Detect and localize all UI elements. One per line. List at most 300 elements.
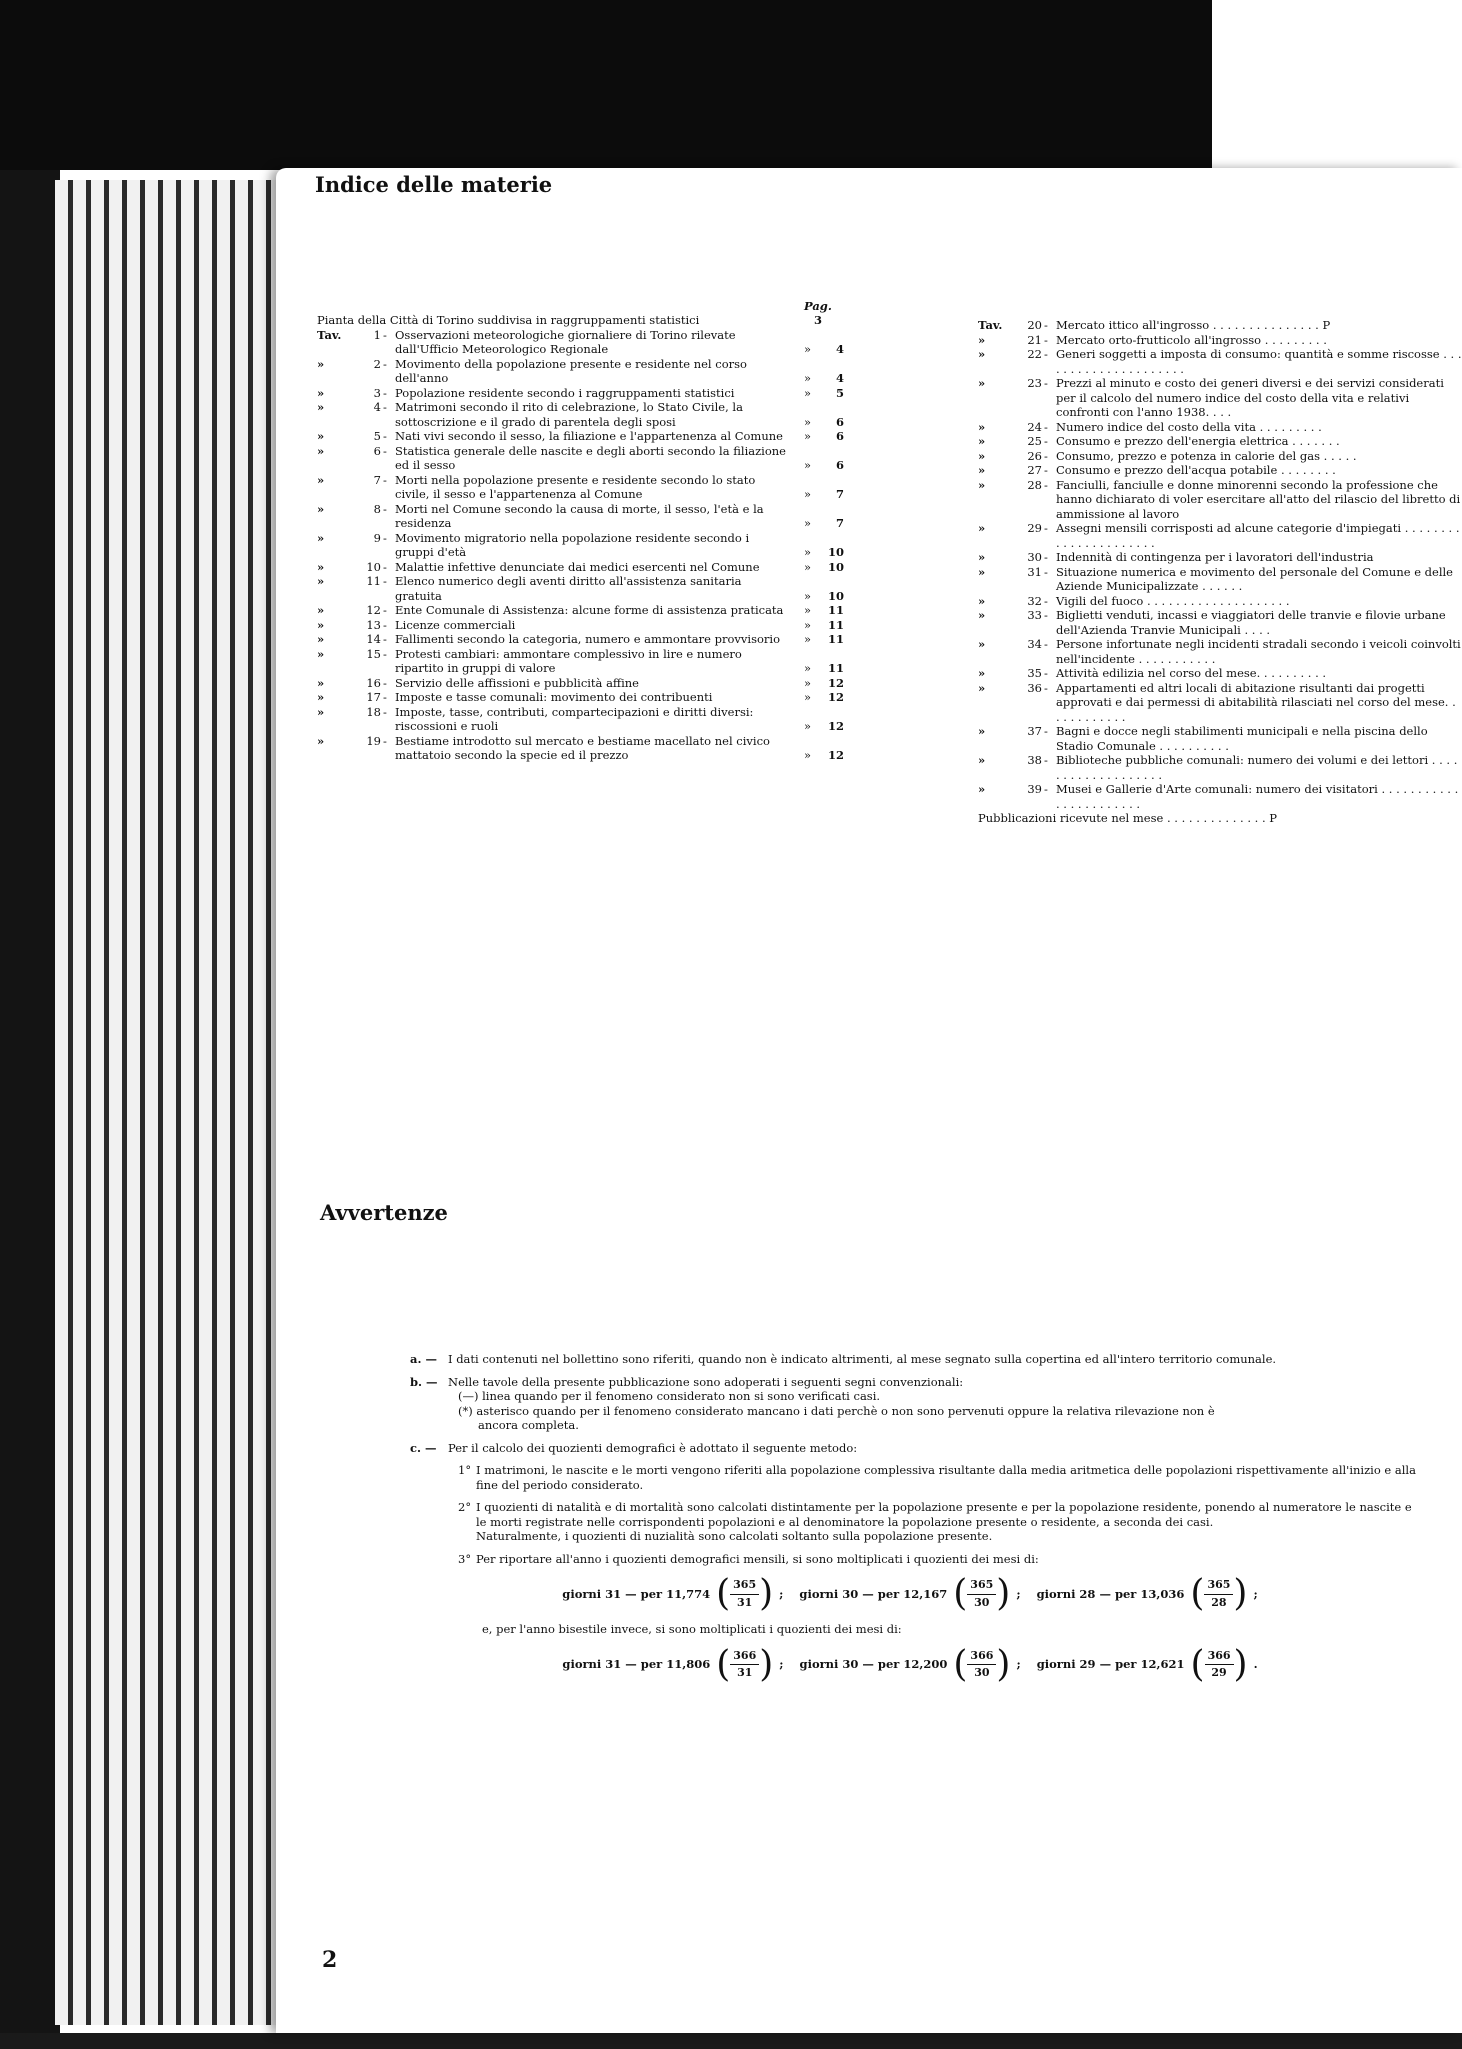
toc-number: 23 xyxy=(1027,376,1042,390)
toc-entry-text: Bestiame introdotto sul mercato e bestiame macellato nel civico mattatoio secondo la specie ed il prezzo xyxy=(395,733,770,762)
fraction-denominator: 28 xyxy=(1211,1595,1227,1609)
toc-page-marker: » xyxy=(804,603,812,617)
toc-intro-page xyxy=(804,299,850,328)
toc-entry[interactable] xyxy=(317,429,850,444)
toc-entry[interactable] xyxy=(317,647,850,676)
toc-number: 34 xyxy=(1027,637,1042,651)
warnings-title: Avvertenze xyxy=(320,1200,448,1225)
paren-left: ( xyxy=(716,1573,731,1614)
toc-number: 21 xyxy=(1027,332,1042,347)
toc-page xyxy=(804,487,850,502)
toc-entry-text: Consumo e prezzo dell'acqua potabile . . . . . . . . xyxy=(1056,463,1336,477)
toc-entry-text: Statistica generale delle nascite e degli aborti secondo la filiazione ed il sesso xyxy=(395,443,786,472)
paren-left: ( xyxy=(953,1643,968,1685)
paren-right: ) xyxy=(759,1573,774,1614)
toc-page-marker: » xyxy=(804,429,812,443)
toc-tag: » xyxy=(317,530,325,545)
toc-tag: » xyxy=(978,608,986,622)
toc-page-marker: » xyxy=(804,342,812,356)
toc-page xyxy=(804,589,850,604)
toc-page xyxy=(804,719,850,734)
toc-entry[interactable] xyxy=(978,333,1462,348)
formula-separator: ; xyxy=(1016,1586,1021,1601)
toc-page-value: 6 xyxy=(835,458,844,472)
toc-tag: » xyxy=(978,376,986,390)
toc-tag: » xyxy=(317,472,325,487)
toc-entry-text: Protesti cambiari: ammontare complessivo in lire e numero ripartito in gruppi di valore xyxy=(395,646,742,675)
fraction xyxy=(953,1573,1011,1614)
toc-number: 17 xyxy=(366,690,381,704)
toc-entry[interactable] xyxy=(317,676,850,691)
point1-label: 1° xyxy=(458,1463,472,1477)
toc-entry-text: Osservazioni meteorologiche giornaliere di Torino rilevate dall'Ufficio Meteorologico Regionale xyxy=(395,327,736,356)
toc-tag: » xyxy=(317,733,325,748)
formula-label: giorni 31 — per 11,806 xyxy=(562,1657,711,1672)
fraction-numerator: 366 xyxy=(730,1648,759,1666)
toc-entry-text: Fallimenti secondo la categoria, numero e ammontare provvisorio xyxy=(395,632,780,646)
paren-left: ( xyxy=(1190,1573,1205,1614)
toc-page-value: 4 xyxy=(835,342,844,356)
toc-number: 19 xyxy=(366,733,381,748)
note-b-text: Nelle tavole della presente pubblicazione sono adoperati i seguenti segni convenzionali: xyxy=(448,1374,964,1389)
toc-entry[interactable] xyxy=(978,449,1462,464)
toc-tag: » xyxy=(978,637,986,651)
toc-page xyxy=(804,676,850,691)
toc-dash: - xyxy=(383,530,387,545)
toc-dash: - xyxy=(383,429,387,443)
toc-entry-text: Elenco numerico degli aventi diritto all'assistenza sanitaria gratuita xyxy=(395,574,742,603)
note-b-line2-cont: ancora completa. xyxy=(478,1418,579,1432)
notes-section xyxy=(410,1352,1420,1693)
toc-tag: » xyxy=(978,666,986,680)
toc-entry[interactable] xyxy=(978,724,1462,753)
toc-tag: » xyxy=(978,564,986,579)
toc-number: 36 xyxy=(1027,680,1042,695)
toc-tag: Tav. xyxy=(978,318,1003,332)
toc-tag: » xyxy=(978,782,986,796)
scan-border-top xyxy=(0,0,1212,170)
toc-right-column xyxy=(978,318,1462,826)
formula-normal-year xyxy=(410,1573,1420,1614)
toc-dash: - xyxy=(383,385,387,400)
toc-tag: » xyxy=(317,356,325,371)
toc-entry[interactable] xyxy=(317,560,850,575)
toc-tag: » xyxy=(978,477,986,492)
toc-tag: » xyxy=(978,347,986,361)
toc-number: 14 xyxy=(366,632,381,646)
toc-dash: - xyxy=(1044,550,1048,564)
formula-separator: ; xyxy=(1016,1657,1021,1672)
toc-dash: - xyxy=(1044,347,1048,361)
formula-leap-year xyxy=(410,1643,1420,1685)
toc-tag: » xyxy=(317,429,325,443)
toc-entry[interactable] xyxy=(317,603,850,618)
toc-dash: - xyxy=(383,675,387,690)
toc-dash: - xyxy=(1044,564,1048,579)
toc-dash: - xyxy=(1044,680,1048,695)
toc-entry[interactable] xyxy=(978,318,1462,333)
toc-entry[interactable] xyxy=(978,681,1462,725)
toc-number: 32 xyxy=(1027,593,1042,608)
toc-page-value: 6 xyxy=(835,414,844,429)
fraction-denominator: 29 xyxy=(1211,1666,1227,1679)
toc-tag: » xyxy=(317,646,325,661)
toc-entry-text: Ente Comunale di Assistenza: alcune forme di assistenza praticata xyxy=(395,603,784,617)
toc-entry-text: Biblioteche pubbliche comunali: numero dei volumi e dei lettori . . . . . . . . . . . . . . . . . . . xyxy=(1056,753,1458,782)
toc-dash: - xyxy=(1044,666,1048,680)
toc-entry-text: Mercato orto-frutticolo all'ingrosso . . . . . . . . . xyxy=(1056,332,1327,347)
toc-entry-text: Attività edilizia nel corso del mese. . . . . . . . . . xyxy=(1056,666,1327,680)
fraction-inner xyxy=(730,1648,759,1682)
toc-entry-text: Movimento migratorio nella popolazione residente secondo i gruppi d'età xyxy=(395,530,750,559)
fraction-denominator: 30 xyxy=(974,1666,990,1679)
toc-intro-entry[interactable] xyxy=(317,298,850,328)
point3-text: Per riportare all'anno i quozienti demografici mensili, si sono moltiplicati i quozienti dei mesi di: xyxy=(476,1551,1039,1566)
toc-entry-text: Licenze commerciali xyxy=(395,617,516,632)
toc-page-marker: » xyxy=(804,371,812,385)
toc-page xyxy=(804,748,850,763)
toc-page-marker: » xyxy=(804,414,812,429)
note-a-text: I dati contenuti nel bollettino sono riferiti, quando non è indicato altrimenti, al mese segnato sulla copertina ed all'intero territorio comunale. xyxy=(448,1352,1277,1366)
note-b xyxy=(410,1375,1420,1433)
formula-label: giorni 31 — per 11,774 xyxy=(562,1586,711,1601)
toc-page xyxy=(804,415,850,430)
toc-entry[interactable] xyxy=(317,618,850,633)
toc-entry[interactable] xyxy=(978,637,1462,666)
formula-separator: . xyxy=(1253,1657,1258,1672)
toc-entry-text: Generi soggetti a imposta di consumo: quantità e somme riscosse . . . . . . . . . . . . . . . . . . . . . xyxy=(1056,347,1462,376)
toc-entry-text: Nati vivi secondo il sesso, la filiazione e l'appartenenza al Comune xyxy=(395,429,783,443)
formula-separator: ; xyxy=(779,1586,784,1601)
toc-entry-text: Biglietti venduti, incassi e viaggiatori delle tranvie e filovie urbane dell'Azienda Tranvie Municipali . . . . xyxy=(1056,608,1446,637)
fraction-inner xyxy=(967,1577,996,1611)
note-b-line1: (—) linea quando per il fenomeno considerato non si sono verificati casi. xyxy=(458,1389,881,1403)
paren-left: ( xyxy=(953,1573,968,1614)
point2-text-b: Naturalmente, i quozienti di nuzialità sono calcolati soltanto sulla popolazione presente. xyxy=(476,1529,993,1543)
toc-entry-text: Numero indice del costo della vita . . . . . . . . . xyxy=(1056,419,1322,434)
toc-entry[interactable] xyxy=(978,463,1462,478)
toc-tag: » xyxy=(317,690,325,704)
toc-entry-text: Movimento della popolazione presente e residente nel corso dell'anno xyxy=(395,356,747,385)
toc-entry[interactable] xyxy=(317,502,850,531)
paren-left: ( xyxy=(716,1643,731,1685)
toc-entry[interactable] xyxy=(978,347,1462,376)
toc-entry-text: Consumo, prezzo e potenza in calorie del gas . . . . . xyxy=(1056,448,1357,463)
toc-entry[interactable] xyxy=(317,705,850,734)
toc-page-value: 12 xyxy=(827,690,844,704)
toc-entry-text: Imposte e tasse comunali: movimento dei contribuenti xyxy=(395,690,713,704)
index-title: Indice delle materie xyxy=(315,172,553,197)
toc-page-value: 12 xyxy=(827,675,844,690)
toc-page xyxy=(804,386,850,401)
toc-tag: » xyxy=(317,385,325,400)
toc-number: 37 xyxy=(1027,724,1042,738)
toc-entry-text: Fanciulli, fanciulle e donne minorenni secondo la professione che hanno dichiarato di voler esercitare all'atto del rilascio del libretto di ammissione al lavoro xyxy=(1056,477,1461,521)
toc-tag: » xyxy=(317,574,325,588)
fraction-numerator: 365 xyxy=(730,1577,759,1595)
toc-number: 25 xyxy=(1027,434,1042,448)
toc-page-marker: » xyxy=(804,545,812,559)
toc-entry[interactable] xyxy=(978,478,1462,522)
toc-page-marker: » xyxy=(804,748,812,762)
toc-tag: » xyxy=(978,448,986,463)
toc-tag: » xyxy=(317,501,325,516)
toc-page-value: 6 xyxy=(835,429,844,443)
toc-entry[interactable] xyxy=(317,531,850,560)
toc-dash: - xyxy=(1044,753,1048,767)
toc-number: 13 xyxy=(366,617,381,632)
formula-label: giorni 28 — per 13,036 xyxy=(1036,1586,1185,1601)
toc-dash: - xyxy=(383,356,387,371)
fraction-inner xyxy=(730,1577,759,1611)
toc-page-marker: » xyxy=(804,690,812,704)
toc-dash: - xyxy=(383,690,387,704)
paren-right: ) xyxy=(759,1643,774,1685)
note-c-point3 xyxy=(458,1552,1420,1567)
toc-entry[interactable] xyxy=(317,357,850,386)
toc-page-marker: » xyxy=(804,617,812,632)
page-edges-stack xyxy=(55,180,285,2025)
toc-entry-text: Musei e Gallerie d'Arte comunali: numero dei visitatori . . . . . . . . . . . . . . . . . . . . . . . xyxy=(1056,782,1459,811)
toc-entry-text: Servizio delle affissioni e pubblicità affine xyxy=(395,675,639,690)
point2-text: I quozienti di natalità e di mortalità sono calcolati distintamente per la popolazione presente e per la popolazione residente, ponendo al numeratore le nascite e le morti registrate nelle corrispondenti popolazioni e al denominatore la popolazione presente o residente, a seconda dei casi. xyxy=(476,1500,1412,1529)
toc-tag: » xyxy=(978,753,986,767)
toc-page xyxy=(804,458,850,473)
note-c-point2 xyxy=(458,1500,1420,1544)
toc-page xyxy=(804,516,850,531)
toc-dash: - xyxy=(1044,376,1048,390)
toc-tag: » xyxy=(317,675,325,690)
toc-dash: - xyxy=(383,632,387,646)
toc-tag: » xyxy=(978,419,986,434)
toc-entry[interactable] xyxy=(317,632,850,647)
toc-number: 12 xyxy=(366,603,381,617)
toc-entry[interactable] xyxy=(978,420,1462,435)
toc-tag: » xyxy=(978,593,986,608)
fraction-numerator: 366 xyxy=(1205,1648,1234,1666)
toc-number: 11 xyxy=(366,574,381,588)
toc-entry-text: Malattie infettive denunciate dai medici esercenti nel Comune xyxy=(395,559,760,574)
toc-page-marker: » xyxy=(804,385,812,400)
toc-tag: » xyxy=(317,704,325,719)
toc-entry[interactable] xyxy=(317,690,850,705)
toc-tag: » xyxy=(978,724,986,738)
toc-tag: » xyxy=(317,559,325,574)
toc-page xyxy=(804,429,850,444)
toc-tag: Tav. xyxy=(317,327,342,342)
toc-entry[interactable] xyxy=(317,473,850,502)
toc-dash: - xyxy=(383,472,387,487)
toc-page xyxy=(804,545,850,560)
toc-dash: - xyxy=(1044,318,1048,332)
toc-tag: » xyxy=(978,463,986,477)
note-b-line2: (*) asterisco quando per il fenomeno considerato mancano i dati perchè o non sono pervenuti oppure la relativa rilevazione non è xyxy=(458,1403,1215,1418)
toc-page-value: 11 xyxy=(827,603,844,617)
toc-page-marker: » xyxy=(804,559,812,574)
note-c-point1 xyxy=(458,1463,1420,1492)
toc-dash: - xyxy=(1044,593,1048,608)
toc-page xyxy=(804,371,850,386)
toc-page xyxy=(804,632,850,647)
toc-entry[interactable] xyxy=(317,444,850,473)
toc-entry[interactable] xyxy=(978,434,1462,449)
toc-number: 6 xyxy=(373,443,381,458)
toc-dash: - xyxy=(383,559,387,574)
fraction-inner xyxy=(967,1648,996,1682)
toc-number: 10 xyxy=(366,559,381,574)
toc-entry[interactable] xyxy=(978,565,1462,594)
toc-number: 30 xyxy=(1027,550,1042,564)
toc-tag: » xyxy=(317,400,325,414)
paren-right: ) xyxy=(996,1643,1011,1685)
toc-tag: » xyxy=(317,603,325,617)
toc-number: 26 xyxy=(1027,448,1042,463)
toc-number: 4 xyxy=(373,400,381,414)
toc-dash: - xyxy=(1044,434,1048,448)
toc-tag: » xyxy=(978,521,986,535)
toc-dash: - xyxy=(383,733,387,748)
toc-dash: - xyxy=(1044,608,1048,622)
toc-entry[interactable] xyxy=(978,376,1462,420)
toc-entry[interactable] xyxy=(978,594,1462,609)
toc-page-marker: » xyxy=(804,516,812,530)
toc-number: 7 xyxy=(373,472,381,487)
fraction-numerator: 365 xyxy=(967,1577,996,1595)
toc-dash: - xyxy=(1044,419,1048,434)
toc-page-marker: » xyxy=(804,719,812,733)
toc-page-value: 11 xyxy=(827,632,844,646)
page-label: Pag. xyxy=(804,298,832,313)
toc-entry[interactable] xyxy=(978,608,1462,637)
toc-entry[interactable] xyxy=(317,328,850,357)
toc-number: 38 xyxy=(1027,753,1042,767)
toc-number: 8 xyxy=(373,501,381,516)
toc-entry[interactable] xyxy=(978,753,1462,782)
toc-page-marker: » xyxy=(804,675,812,690)
toc-intro-text: Pianta della Città di Torino suddivisa in raggruppamenti statistici xyxy=(317,313,700,327)
toc-dash: - xyxy=(1044,521,1048,535)
toc-dash: - xyxy=(383,400,387,414)
scan-border-bottom xyxy=(0,2033,1462,2049)
toc-page-value: 5 xyxy=(835,385,844,400)
toc-page-marker: » xyxy=(804,487,812,501)
toc-entry[interactable] xyxy=(978,550,1462,565)
toc-page-value: 4 xyxy=(835,371,844,385)
toc-number: 33 xyxy=(1027,608,1042,622)
toc-number: 16 xyxy=(366,675,381,690)
fraction-numerator: 366 xyxy=(967,1648,996,1666)
toc-dash: - xyxy=(1044,782,1048,796)
toc-entry[interactable] xyxy=(317,400,850,429)
toc-entry-text: Morti nel Comune secondo la causa di morte, il sesso, l'età e la residenza xyxy=(395,501,764,530)
formula-separator: ; xyxy=(1253,1586,1258,1601)
toc-entry-text: Matrimoni secondo il rito di celebrazione, lo Stato Civile, la sottoscrizione e il grado di parentela degli sposi xyxy=(395,400,743,429)
note-c xyxy=(410,1441,1420,1683)
toc-page-marker: » xyxy=(804,588,812,603)
note-c-label: c. — xyxy=(410,1440,437,1455)
toc-entry-text: Consumo e prezzo dell'energia elettrica . . . . . . . xyxy=(1056,434,1340,448)
toc-entry-text: Situazione numerica e movimento del personale del Comune e delle Aziende Municipalizzate . . . . . . xyxy=(1056,564,1453,593)
toc-number: 9 xyxy=(373,530,381,545)
toc-number: 5 xyxy=(373,429,381,443)
toc-entry[interactable] xyxy=(317,386,850,401)
toc-number: 28 xyxy=(1027,477,1042,492)
toc-entry-text: Assegni mensili corrisposti ad alcune categorie d'impiegati . . . . . . . . . . . . . . . . . . . . . . xyxy=(1056,521,1460,550)
toc-number: 1 xyxy=(373,327,381,342)
toc-page-value: 11 xyxy=(827,617,844,632)
toc-page xyxy=(804,618,850,633)
toc-entry[interactable] xyxy=(978,782,1462,811)
toc-entry-text: Morti nella popolazione presente e residente secondo lo stato civile, il sesso e l'appartenenza al Comune xyxy=(395,472,756,501)
toc-dash: - xyxy=(1044,637,1048,651)
toc-entry[interactable] xyxy=(317,574,850,603)
note-a xyxy=(410,1352,1420,1367)
toc-tag: » xyxy=(317,443,325,458)
toc-dash: - xyxy=(383,574,387,588)
toc-tag: » xyxy=(978,680,986,695)
toc-page xyxy=(804,560,850,575)
toc-entry-text: Vigili del fuoco . . . . . . . . . . . . . . . . . . . . xyxy=(1056,593,1290,608)
toc-footer-entry[interactable]: Pubblicazioni ricevute nel mese . . . . . . . . . . . . . . P xyxy=(978,811,1278,825)
point2-label: 2° xyxy=(458,1500,472,1514)
toc-number: 22 xyxy=(1027,347,1042,361)
toc-dash: - xyxy=(383,327,387,342)
toc-entry-text: Popolazione residente secondo i raggruppamenti statistici xyxy=(395,385,735,400)
toc-number: 18 xyxy=(366,704,381,719)
leap-year-text: e, per l'anno bisestile invece, si sono moltiplicati i quozienti dei mesi di: xyxy=(482,1622,902,1636)
toc-entry[interactable] xyxy=(978,666,1462,681)
point1-text: I matrimoni, le nascite e le morti vengono riferiti alla popolazione complessiva risultante dalla media aritmetica delle popolazioni rispettivamente all'inizio e alla fine del periodo considerato. xyxy=(476,1463,1416,1492)
scan-border-left xyxy=(0,170,60,2049)
toc-page-value: 7 xyxy=(835,516,844,530)
toc-entry-text: Imposte, tasse, contributi, compartecipazioni e diritti diversi: riscossioni e ruoli xyxy=(395,704,754,733)
toc-tag: » xyxy=(978,434,986,448)
toc-dash: - xyxy=(383,646,387,661)
toc-page-marker: » xyxy=(804,661,812,675)
toc-tag: » xyxy=(978,550,986,564)
formula-label: giorni 30 — per 12,167 xyxy=(799,1586,948,1601)
toc-page xyxy=(804,603,850,618)
toc-entry-text: Mercato ittico all'ingrosso . . . . . . . . . . . . . . . P xyxy=(1056,318,1331,332)
toc-entry-text: Indennità di contingenza per i lavoratori dell'industria xyxy=(1056,550,1374,564)
fraction-denominator: 31 xyxy=(736,1595,753,1609)
toc-number: 27 xyxy=(1027,463,1042,477)
fraction-numerator: 365 xyxy=(1204,1577,1233,1595)
toc-number: 24 xyxy=(1027,419,1042,434)
toc-page-value: 12 xyxy=(827,719,844,733)
toc-number: 2 xyxy=(373,356,381,371)
toc-entry[interactable] xyxy=(978,521,1462,550)
toc-number: 29 xyxy=(1027,521,1042,535)
toc-dash: - xyxy=(1044,463,1048,477)
toc-dash: - xyxy=(383,704,387,719)
toc-dash: - xyxy=(383,617,387,632)
toc-tag: » xyxy=(978,332,986,347)
paren-right: ) xyxy=(996,1573,1011,1614)
toc-page-marker: » xyxy=(804,632,812,646)
fraction-denominator: 31 xyxy=(737,1666,753,1679)
toc-page-value: 12 xyxy=(827,748,844,762)
toc-tag: » xyxy=(317,632,325,646)
toc-number: 20 xyxy=(1027,318,1042,332)
toc-dash: - xyxy=(1044,477,1048,492)
fraction xyxy=(716,1643,774,1685)
formula-label: giorni 30 — per 12,200 xyxy=(799,1657,948,1672)
toc-page-value: 10 xyxy=(827,545,844,559)
toc-entry[interactable] xyxy=(317,734,850,763)
toc-entry-text: Appartamenti ed altri locali di abitazione risultanti dai progetti approvati e dai permessi di abitabilità rilasciati nel corso del mese. . . . . . . . . . . . xyxy=(1056,680,1456,724)
point3-label: 3° xyxy=(458,1551,472,1566)
